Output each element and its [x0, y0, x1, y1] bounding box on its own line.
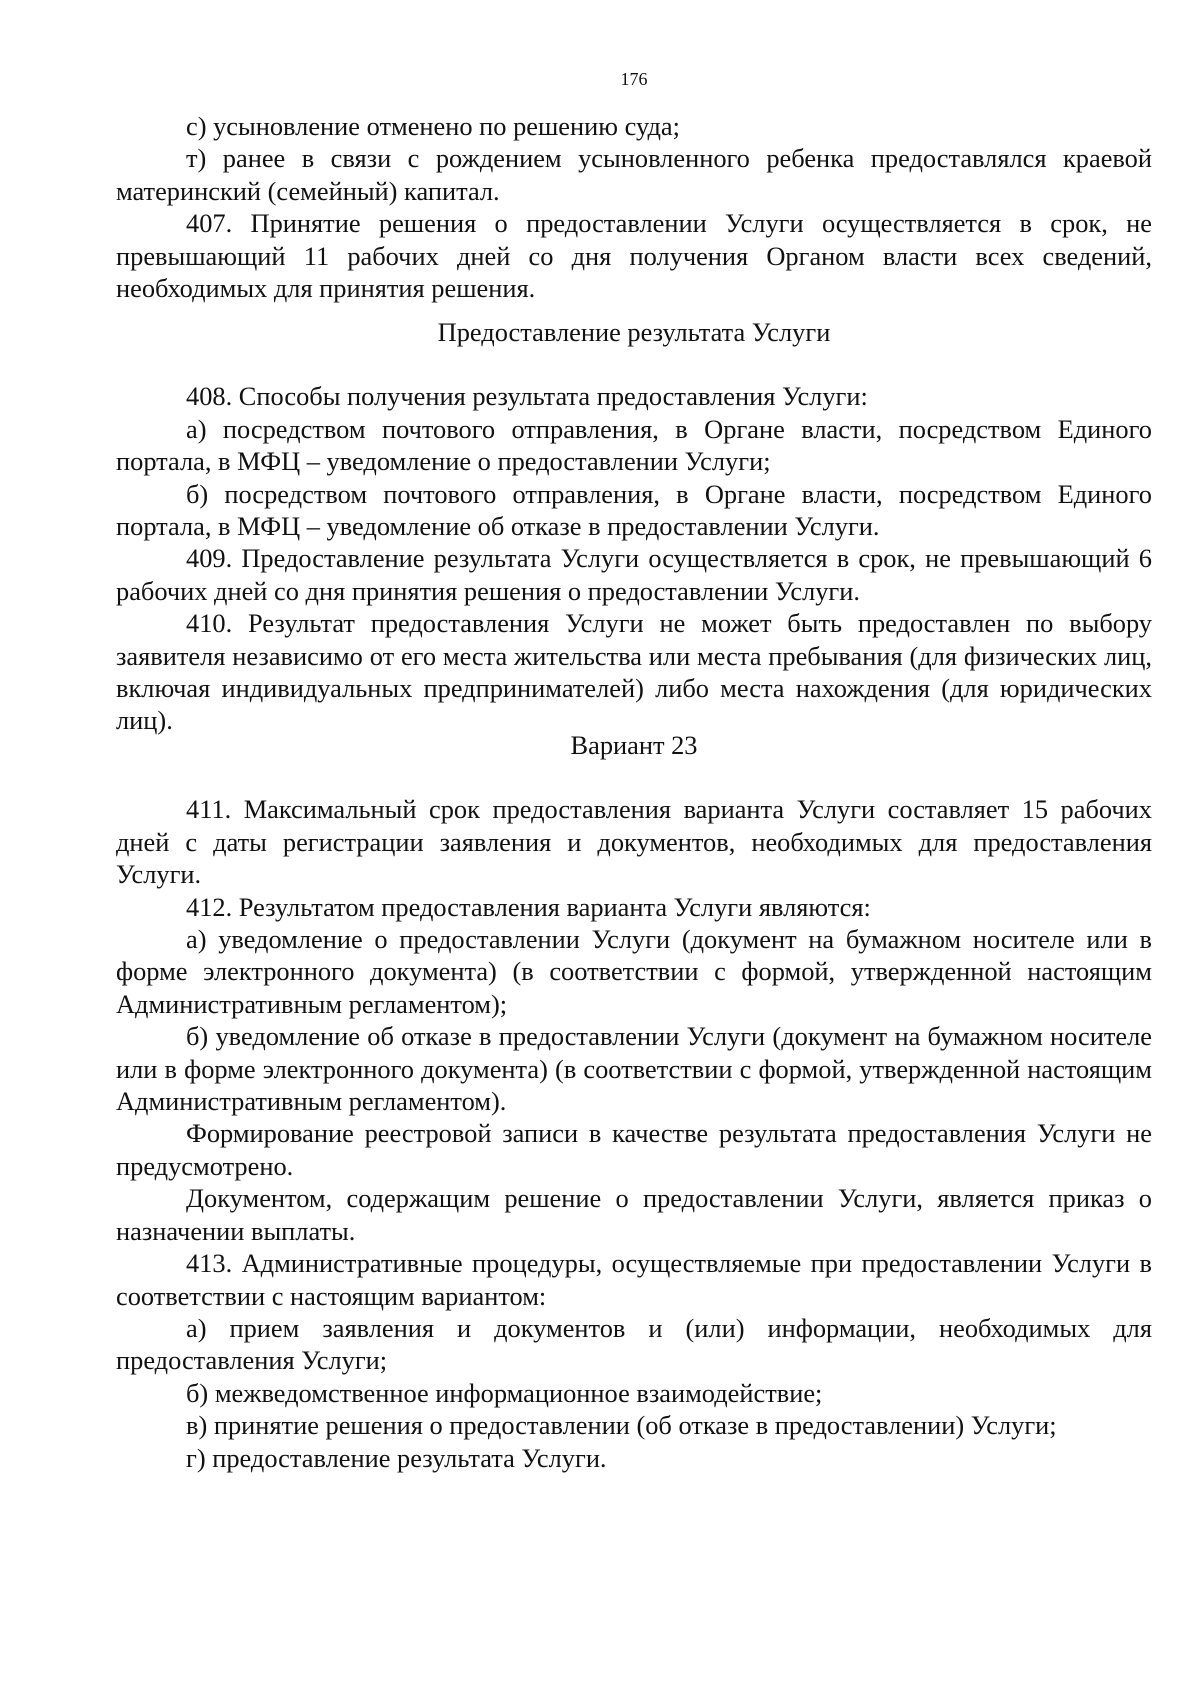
- paragraph-408: 408. Способы получения результата предоставления Услуги:: [186, 381, 868, 412]
- section-decision: [116, 110, 1152, 304]
- paragraph-413-g: г) предоставление результата Услуги.: [186, 1442, 607, 1473]
- paragraph-413-b: б) межведомственное информационное взаимодействие;: [186, 1377, 823, 1408]
- paragraph-409: 409. Предоставление результата Услуги осуществляется в срок, не превышающий 6 рабочих дней со дня принятия решения о предоставлении Услуги.: [116, 543, 1152, 606]
- section-heading-result: Предоставление результата Услуги: [437, 317, 831, 347]
- paragraph-412-b: б) уведомление об отказе в предоставлении Услуги (документ на бумажном носителе или в форме электронного документа) (в соответствии с формой, утвержденной настоящим Административным регламентом).: [116, 1021, 1152, 1117]
- paragraph-413-v: в) принятие решения о предоставлении (об отказе в предоставлении) Услуги;: [186, 1410, 1057, 1441]
- paragraph-408-b: б) посредством почтового отправления, в Органе власти, посредством Единого портала, в МФЦ – уведомление об отказе в предоставлении Услуги.: [116, 478, 1152, 542]
- paragraph-413-a: а) прием заявления и документов и (или) информации, необходимых для предоставления Услуги;: [116, 1312, 1152, 1376]
- paragraph-412: 412. Результатом предоставления варианта Услуги являются:: [186, 891, 871, 922]
- paragraph-413: 413. Административные процедуры, осуществляемые при предоставлении Услуги в соответствии с настоящим вариантом:: [116, 1248, 1152, 1311]
- paragraph-408-a: а) посредством почтового отправления, в Органе власти, посредством Единого портала, в МФЦ – уведомление о предоставлении Услуги;: [116, 413, 1152, 477]
- paragraph-410: 410. Результат предоставления Услуги не может быть предоставлен по выбору заявителя независимо от его места жительства или места пребывания (для физических лиц, включая индивидуальных предпринимателей) либо места нахождения (для юридических лиц).: [116, 608, 1152, 736]
- paragraph-item-s: с) усыновление отменено по решению суда;: [186, 111, 680, 141]
- section-heading-variant: Вариант 23: [570, 730, 698, 760]
- section-result: [116, 316, 1152, 737]
- page-number: 176: [620, 69, 648, 89]
- paragraph-decision-document: Документом, содержащим решение о предоставлении Услуги, является приказ о назначении выплаты.: [116, 1183, 1152, 1246]
- paragraph-412-a: а) уведомление о предоставлении Услуги (документ на бумажном носителе или в форме электронного документа) (в соответствии с формой, утвержденной настоящим Административным регламентом);: [116, 924, 1152, 1019]
- paragraph-item-t: т) ранее в связи с рождением усыновленного ребенка предоставлялся краевой материнский (семейный) капитал.: [116, 143, 1152, 206]
- paragraph-registry-record: Формирование реестровой записи в качестве результата предоставления Услуги не предусмотрено.: [116, 1118, 1152, 1181]
- section-variant-23: [116, 729, 1152, 1474]
- paragraph-407: 407. Принятие решения о предоставлении Услуги осуществляется в срок, не превышающий 11 рабочих дней со дня получения Органом власти всех сведений, необходимых для принятия решения.: [116, 208, 1152, 304]
- paragraph-411: 411. Максимальный срок предоставления варианта Услуги составляет 15 рабочих дней с даты регистрации заявления и документов, необходимых для предоставления Услуги.: [116, 794, 1152, 890]
